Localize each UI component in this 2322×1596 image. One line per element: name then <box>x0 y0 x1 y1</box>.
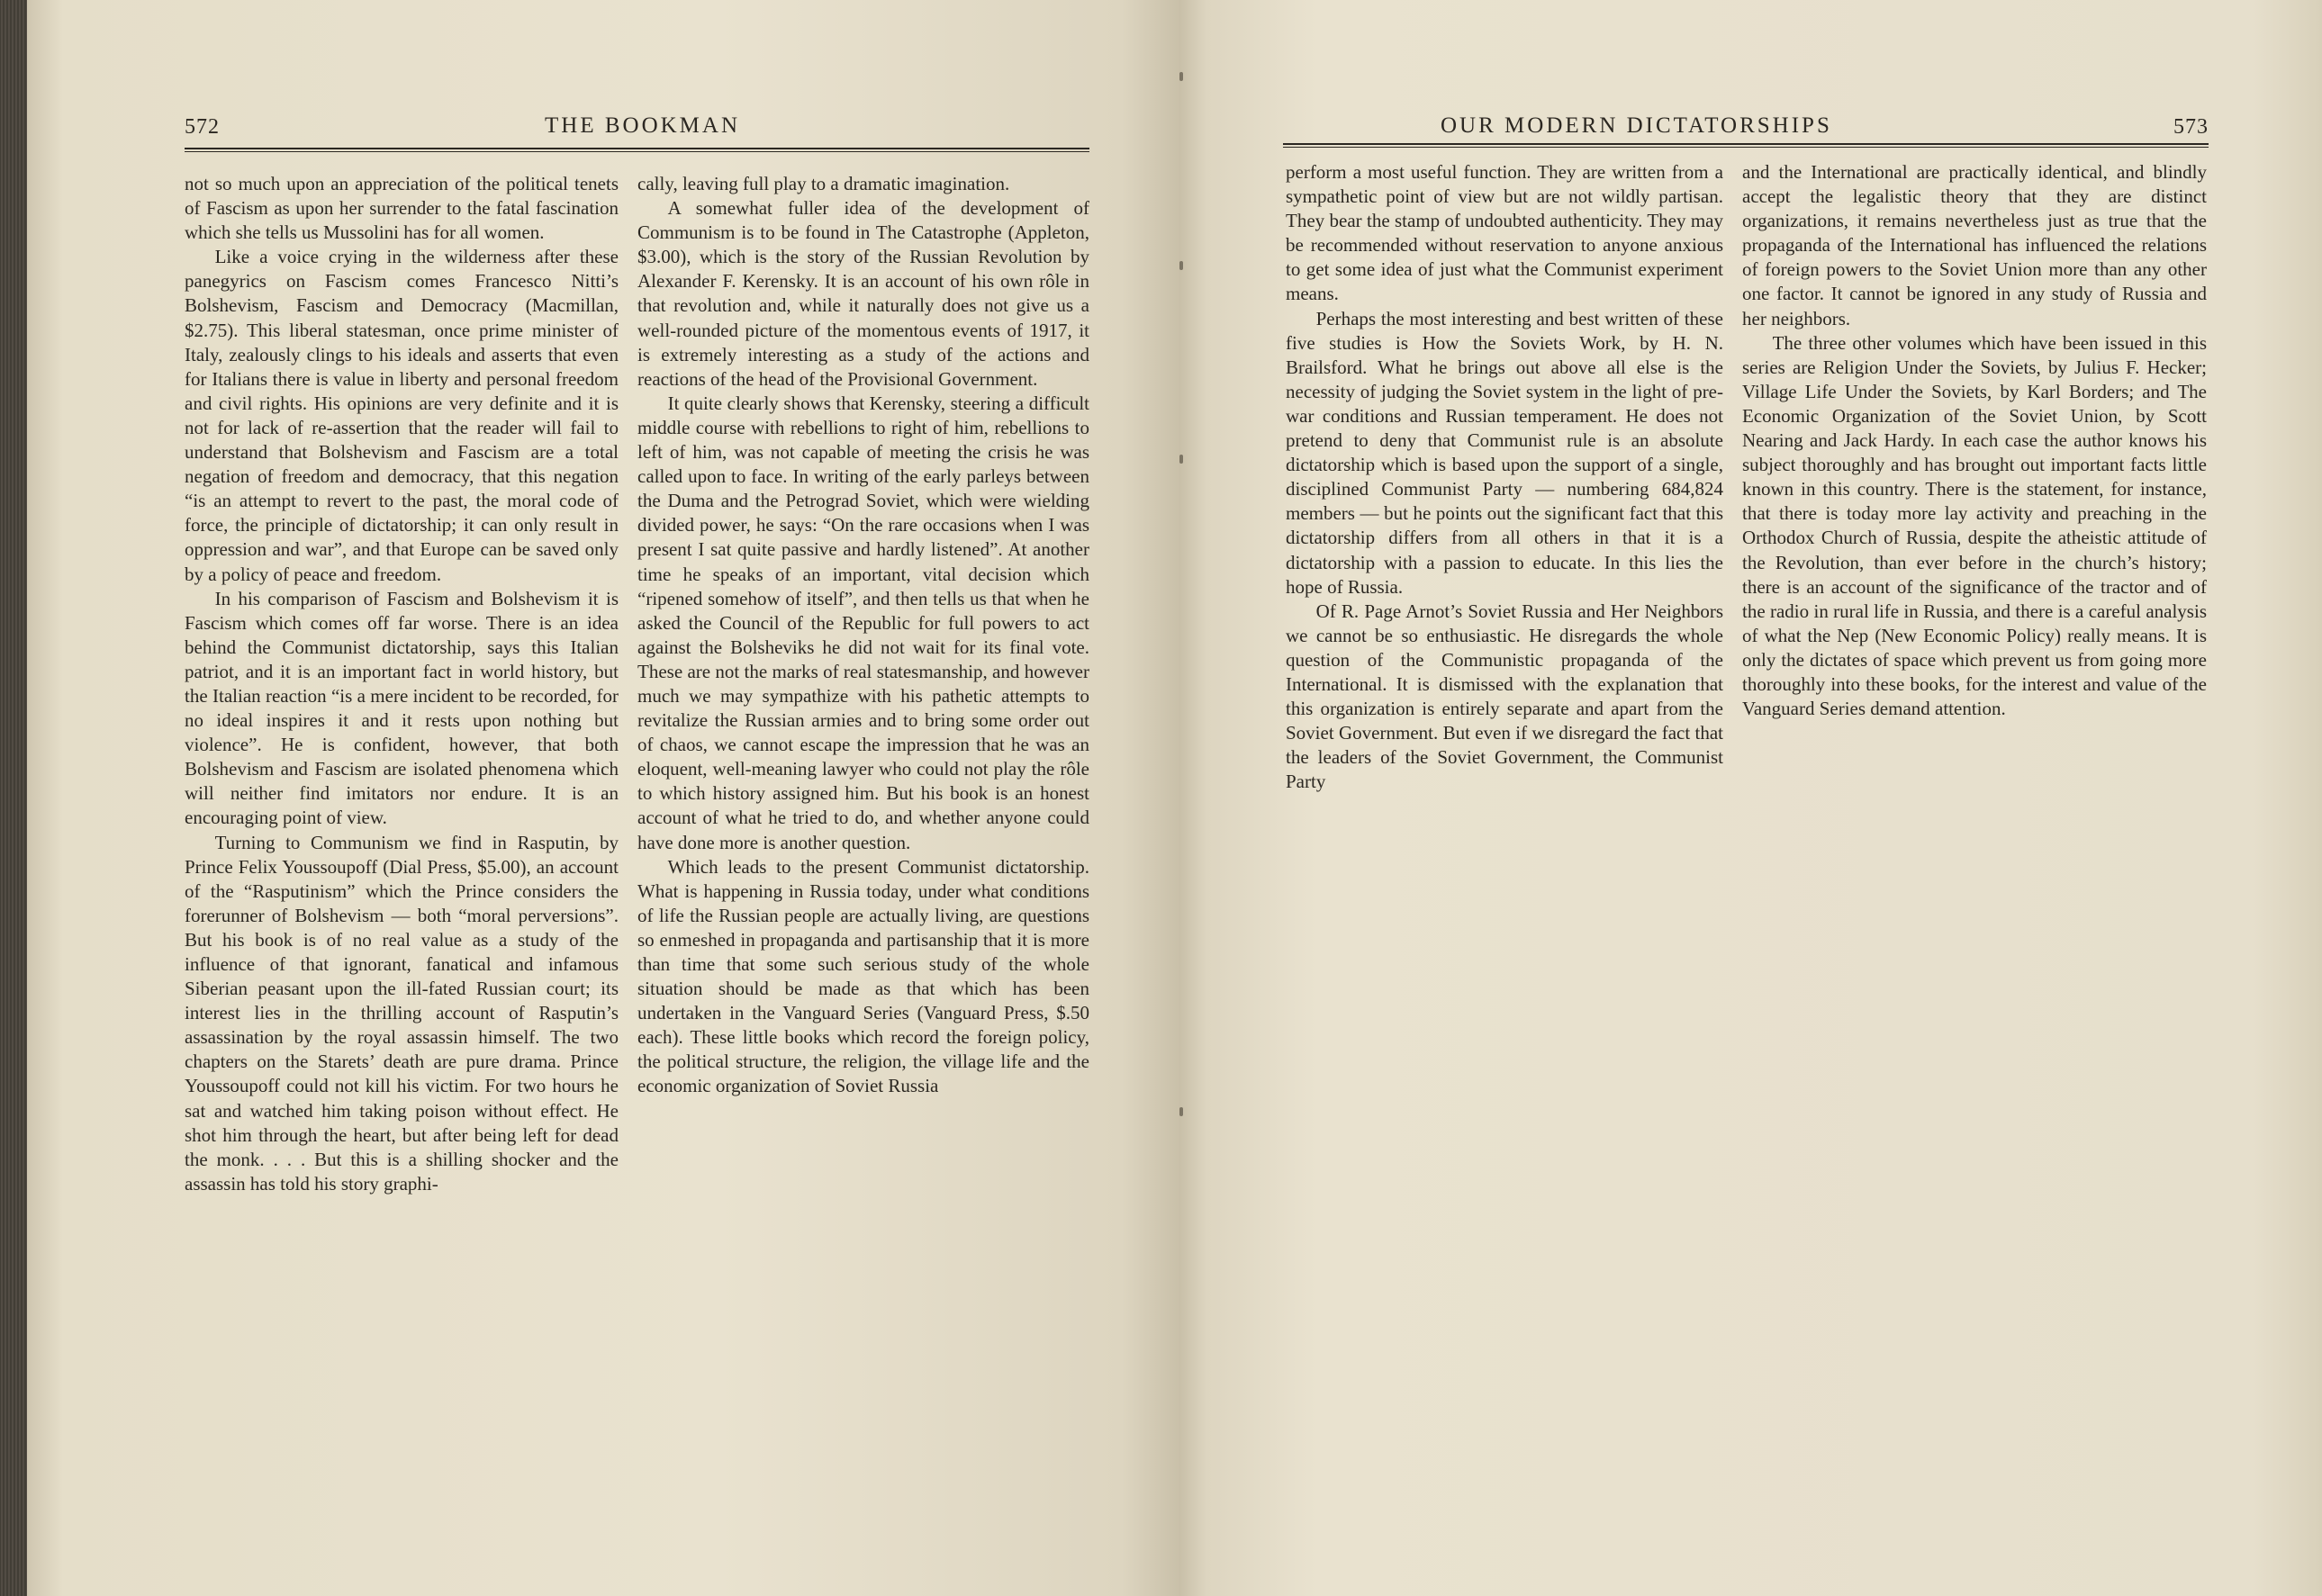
paragraph: The three other volumes which have been issued in this series are Religion Under the Soviets, by Julius F. Hecker; Village Life Under the Soviets, by Karl Borders; and The Economic Organization of the Soviet Union, by Scott Nearing and Jack Hardy. In each case the author knows his subject thoroughly and has brought out important facts little known in this country. There is the statement, for instance, that there is today more lay activity and preaching in the Orthodox Church of Russia, despite the atheistic attitude of the Revolution, than ever before in the church’s history; there is an account of the significance of the tractor and of the radio in rural life in Russia, and there is a careful analysis of what the Nep (New Economic Policy) really means. It is only the dictates of space which prevent us from going more thoroughly into these books, for the interest and value of the Vanguard Series demand attention. <box>1742 331 2207 720</box>
left-column-a <box>185 172 619 1196</box>
page-number: 572 <box>185 115 220 139</box>
left-column-b <box>637 172 1089 1099</box>
paragraph: not so much upon an appreciation of the political tenets of Fascism as upon her surrender to the fatal fascination which she tells us Mussolini has for all women. <box>185 173 619 244</box>
page-number: 573 <box>2173 115 2209 139</box>
paragraph: Perhaps the most interesting and best written of these five studies is How the Soviets Work, by H. N. Brailsford. What he brings out above all else is the necessity of judging the Soviet system in the light of pre-war conditions and Russian temperament. He does not pretend to deny that Communist rule is an absolute dictatorship which is based upon the support of a single, disciplined Communist Party — numbering 684,824 members — but he points out the significant fact that this dictatorship differs from all others in that it is a dictatorship with a passion to educate. In this lies the hope of Russia. <box>1286 307 1723 598</box>
right-column-b <box>1742 160 2207 721</box>
binding-mark <box>1179 455 1183 464</box>
running-title: OUR MODERN DICTATORSHIPS <box>1441 113 1832 138</box>
right-page <box>1179 0 2322 1596</box>
paragraph: It quite clearly shows that Kerensky, steering a difficult middle course with rebellions to right of him, rebellions to left of him, was not capable of meeting the crisis he was called upon to face. In writing of the early parleys between the Duma and the Petrograd Soviet, which were wielding divided power, he says: “On the rare occasions when I was present I sat quite passive and hardly listened”. At another time he speaks of an important, vital decision which “ripened somehow of itself”, and then tells us that when he asked the Council of the Republic for full powers to act against the Bolsheviks he did not wait for its final vote. These are not the marks of real statesmanship, and however much we may sympathize with his pathetic attempts to revitalize the Russian armies and to bring some order out of chaos, we cannot escape the impression that he was an eloquent, well-meaning lawyer who could not play the rôle to which history assigned him. But his book is an honest account of what he tried to do, and whether anyone could have done more is another question. <box>637 392 1089 853</box>
page-edge-stack <box>0 0 27 1596</box>
paragraph: cally, leaving full play to a dramatic imagination. <box>637 173 1010 194</box>
paragraph: Like a voice crying in the wilderness after these panegyrics on Fascism comes Francesco Nitti’s Bolshevism, Fascism and Democracy (Macmillan, $2.75). This liberal statesman, once prime minister of Italy, zealously clings to his ideals and asserts that even for Italians there is value in liberty and personal freedom and civil rights. His opinions are very definite and it is not for lack of re-assertion that the reader will fail to understand that Bolshevism and Fascism are a total negation of freedom and democracy, that this negation “is an attempt to revert to the past, the moral code of force, the principle of dictatorship; it can only result in oppression and war”, and that Europe can be saved only by a policy of peace and freedom. <box>185 246 619 585</box>
header-rule <box>1283 143 2209 148</box>
header-rule <box>185 148 1089 152</box>
paragraph: In his comparison of Fascism and Bolshevism it is Fascism which comes off far worse. There is an idea behind the Communist dictatorship, says this Italian patriot, and it is an important fact in world history, but the Italian reaction “is a mere incident to be recorded, for no ideal inspires it and it rests upon nothing but violence”. He is confident, however, that both Bolshevism and Fascism are isolated phenomena which will neither find imitators nor endure. It is an encouraging point of view. <box>185 587 619 829</box>
right-column-a <box>1286 160 1723 794</box>
binding-mark <box>1179 1107 1183 1116</box>
left-page <box>27 0 1179 1596</box>
paragraph: perform a most useful function. They are written from a sympathetic point of view but are not wildly partisan. They bear the stamp of undoubted authenticity. They may be recommended without reservation to anyone anxious to get some idea of just what the Communist experiment means. <box>1286 161 1723 305</box>
running-title: THE BOOKMAN <box>545 113 741 138</box>
binding-mark <box>1179 72 1183 81</box>
paragraph: A somewhat fuller idea of the development of Communism is to be found in The Catastrophe (Appleton, $3.00), which is the story of the Russian Revolution by Alexander F. Kerensky. It is an account of his own rôle in that revolution and, while it naturally does not give us a well-rounded picture of the momentous events of 1917, it is extremely interesting as a study of the actions and reactions of the head of the Provisional Government. <box>637 197 1089 390</box>
left-page-header <box>185 110 1089 151</box>
paragraph: Turning to Communism we find in Rasputin, by Prince Felix Youssoupoff (Dial Press, $5.00), an account of the “Rasputinism” which the Prince considers the forerunner of Bolshevism — both “moral perversions”. But his book is of no real value as a study of the influence of that ignorant, fanatical and infamous Siberian peasant upon the ill-fated Russian court; its interest lies in the thrilling account of Rasputin’s assassination by the royal assassin himself. The two chapters on the Starets’ death are pure drama. Prince Youssoupoff could not kill his victim. For two hours he sat and watched him taking poison without effect. He shot him through the heart, but after being left for dead the monk. . . . But this is a shilling shocker and the assassin has told his story graphi- <box>185 831 619 1195</box>
binding-mark <box>1179 261 1183 270</box>
paragraph: Which leads to the present Communist dictatorship. What is happening in Russia today, under what conditions of life the Russian people are actually living, are questions so enmeshed in propaganda and partisanship that it is more than time that some such serious study of the whole situation should be made as that which has been undertaken in the Vanguard Series (Vanguard Press, $.50 each). These little books which record the foreign policy, the political structure, the religion, the village life and the economic organization of Soviet Russia <box>637 855 1089 1097</box>
paragraph: Of R. Page Arnot’s Soviet Russia and Her Neighbors we cannot be so enthusiastic. He disregards the whole question of the Communistic propaganda of the International. It is dismissed with the explanation that this organization is entirely separate and apart from the Soviet Government. But even if we disregard the fact that the leaders of the Soviet Government, the Communist Party <box>1286 600 1723 793</box>
paragraph: and the International are practically identical, and blindly accept the legalistic theory that they are distinct organizations, it remains nevertheless just as true that the propaganda of the International has influenced the relations of foreign powers to the Soviet Union more than any other one factor. It cannot be ignored in any study of Russia and her neighbors. <box>1742 161 2207 329</box>
